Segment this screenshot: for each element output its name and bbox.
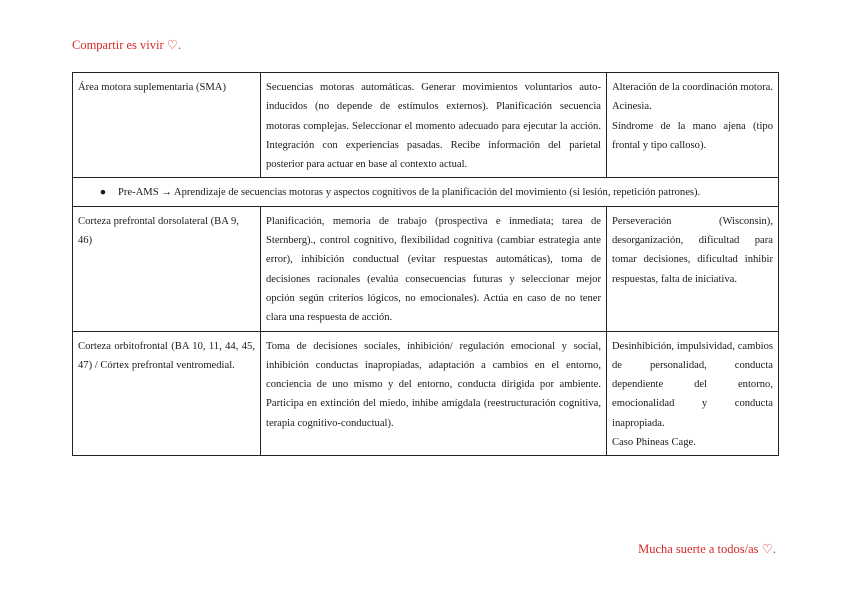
- lesion-text: Desinhibición, impulsividad, cambios de personalidad, conducta dependiente del entorno, emocionalidad y conducta inapropiada.: [612, 340, 773, 429]
- area-cell: Corteza prefrontal dorsolateral (BA 9, 46): [73, 206, 261, 331]
- header-note: Compartir es vivir ♡.: [72, 38, 182, 52]
- table-row: [73, 73, 779, 178]
- area-cell: Área motora suplementaria (SMA): [73, 73, 261, 178]
- note-cell: [73, 178, 779, 206]
- brain-areas-table: [72, 72, 779, 456]
- lesion-text: Caso Phineas Cage.: [612, 437, 696, 449]
- bullet-item: [78, 183, 773, 202]
- lesion-cell: [607, 331, 779, 456]
- function-cell: Secuencias motoras automáticas. Generar movimientos voluntarios auto-inducidos (no depende de estímulos externos). Planificación secuencia motoras complejas. Seleccionar el momento adecuado para ejecutar la acción. Integración con experiencias pasadas. Recibe información del parietal posterior para actuar en base al contexto actual.: [261, 73, 607, 178]
- bullet-icon: ●: [99, 187, 107, 199]
- function-cell: Planificación, memoria de trabajo (prospectiva e inmediata; tarea de Sternberg)., control cognitivo, flexibilidad cognitiva (cambiar estrategia ante error), inhibición conductual (evitar respuestas automáticas), toma de decisiones racionales (evalúa consecuencias futuras y seleccionar mejor opción según criterios lógicos, no emocionales). Actúa en caso de no tener clara una respuesta de acción.: [261, 206, 607, 331]
- table-row: [73, 206, 779, 331]
- footer-note: Mucha suerte a todos/as ♡.: [638, 542, 776, 556]
- area-cell: Corteza orbitofrontal (BA 10, 11, 44, 45, 47) / Córtex prefrontal ventromedial.: [73, 331, 261, 456]
- bullet-text: Pre-AMS → Aprendizaje de secuencias motoras y aspectos cognitivos de la planificación del movimiento (si lesión, repetición patrones).: [118, 187, 701, 199]
- lesion-cell: [607, 73, 779, 178]
- lesion-text: Alteración de la coordinación motora. Acinesia.: [612, 82, 773, 113]
- lesion-text: Síndrome de la mano ajena (tipo frontal y tipo calloso).: [612, 120, 773, 151]
- lesion-cell: Perseveración (Wisconsin), desorganización, dificultad para tomar decisiones, dificultad inhibir respuestas, falta de iniciativa.: [607, 206, 779, 331]
- table-row: [73, 178, 779, 206]
- function-cell: Toma de decisiones sociales, inhibición/ regulación emocional y social, inhibición conductas inapropiadas, adaptación a cambios en el entorno, conciencia de uno mismo y del entorno, conducta dirigida por ambiente. Participa en extinción del miedo, inhibe amígdala (reestructuración cognitiva, terapia cognitivo-conductual).: [261, 331, 607, 456]
- table-row: [73, 331, 779, 456]
